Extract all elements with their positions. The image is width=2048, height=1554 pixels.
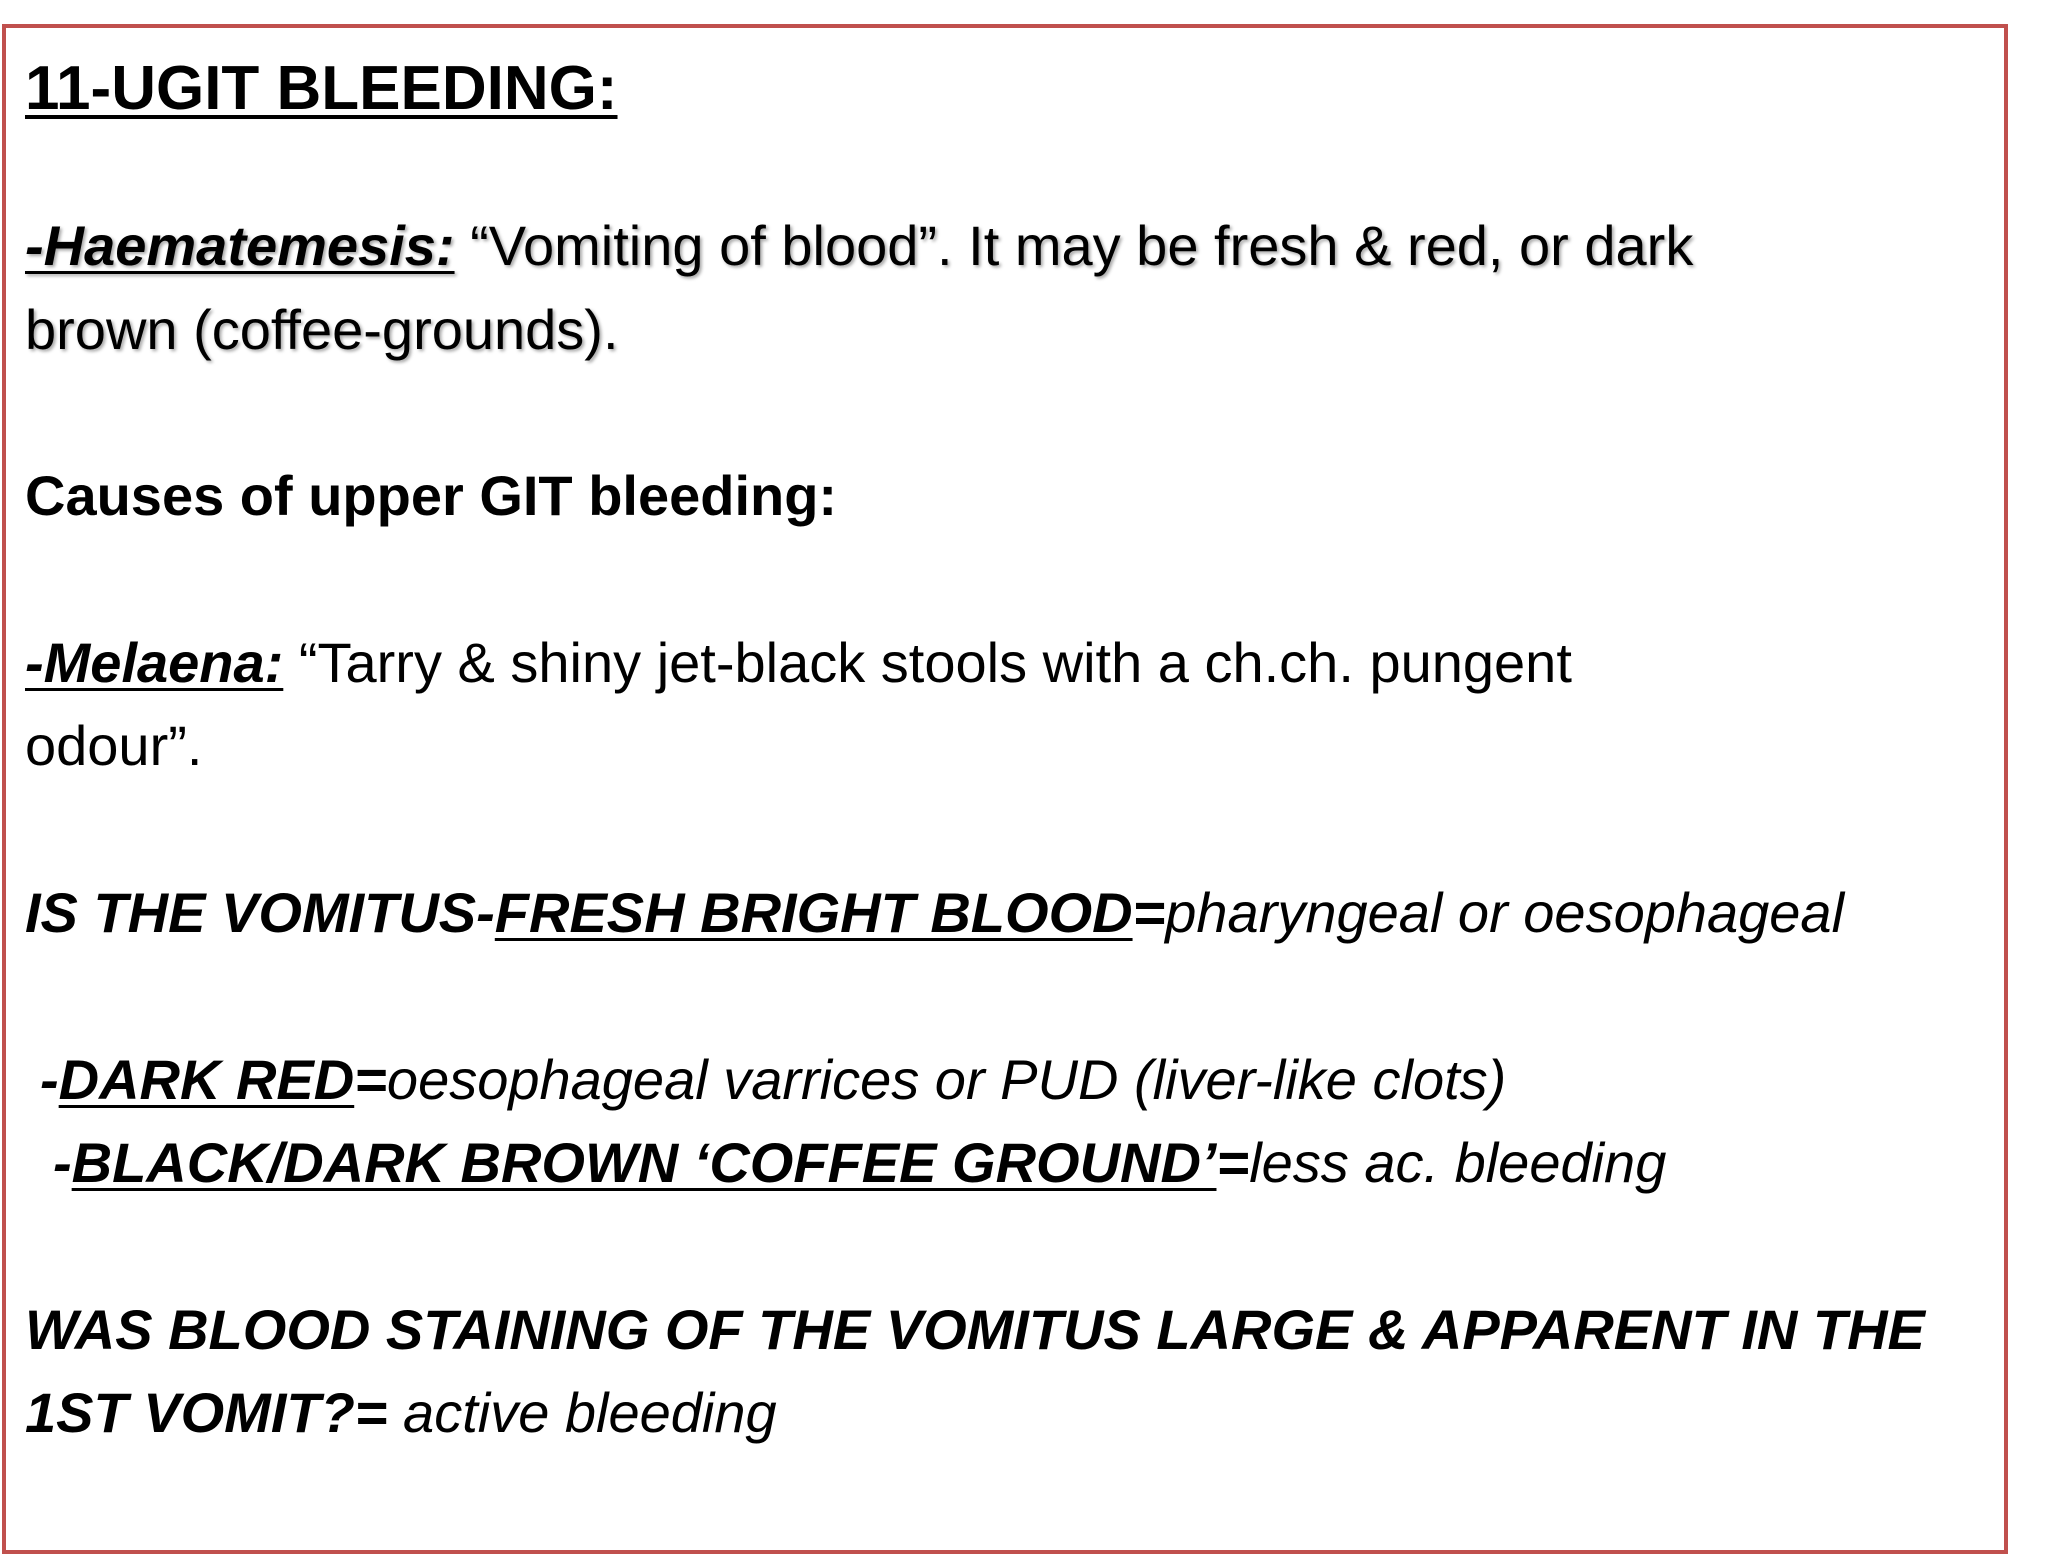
vomitus-black-line [53,1131,1667,1194]
haematemesis-line-1 [25,214,1694,277]
vomitus-fresh-prefix: IS THE VOMITUS- [25,881,495,944]
vomitus-fresh-meaning: pharyngeal or oesophageal [1165,881,1845,944]
vomitus-dark-red-equals: = [354,1048,387,1111]
vomitus-dark-red-label: DARK RED [58,1048,355,1111]
haematemesis-term: -Haematemesis: [25,214,455,277]
vomitus-fresh-line [25,881,1845,944]
causes-heading: Causes of upper GIT bleeding: [25,464,838,527]
vomitus-dark-red-prefix: - [40,1048,59,1111]
slide-title: 11-UGIT BLEEDING: [25,54,618,123]
vomitus-dark-red-meaning: oesophageal varrices or PUD (liver-like clots) [386,1048,1507,1111]
staining-question-line-1: WAS BLOOD STAINING OF THE VOMITUS LARGE & APPARENT IN THE [25,1298,1925,1361]
vomitus-fresh-label: FRESH BRIGHT BLOOD [494,881,1133,944]
melaena-line-1 [25,631,1572,694]
staining-question-answer: active bleeding [387,1381,777,1444]
melaena-line-2: odour”. [25,714,203,777]
vomitus-black-equals: = [1216,1131,1250,1194]
haematemesis-line-2: brown (coffee-grounds). [25,298,619,361]
vomitus-black-meaning: less ac. bleeding [1249,1131,1667,1194]
haematemesis-definition-1: “Vomiting of blood”. It may be fresh & red, or dark [454,214,1694,277]
melaena-term: -Melaena: [25,631,284,694]
vomitus-black-prefix: - [53,1131,72,1194]
vomitus-fresh-equals: = [1132,881,1166,944]
vomitus-black-label: BLACK/DARK BROWN ‘COFFEE GROUND’ [71,1131,1217,1194]
vomitus-dark-red-line [40,1048,1507,1111]
melaena-definition-1: “Tarry & shiny jet-black stools with a ch.ch. pungent [283,631,1572,694]
staining-question-label: 1ST VOMIT?= [25,1381,388,1444]
staining-question-line-2 [25,1381,777,1444]
